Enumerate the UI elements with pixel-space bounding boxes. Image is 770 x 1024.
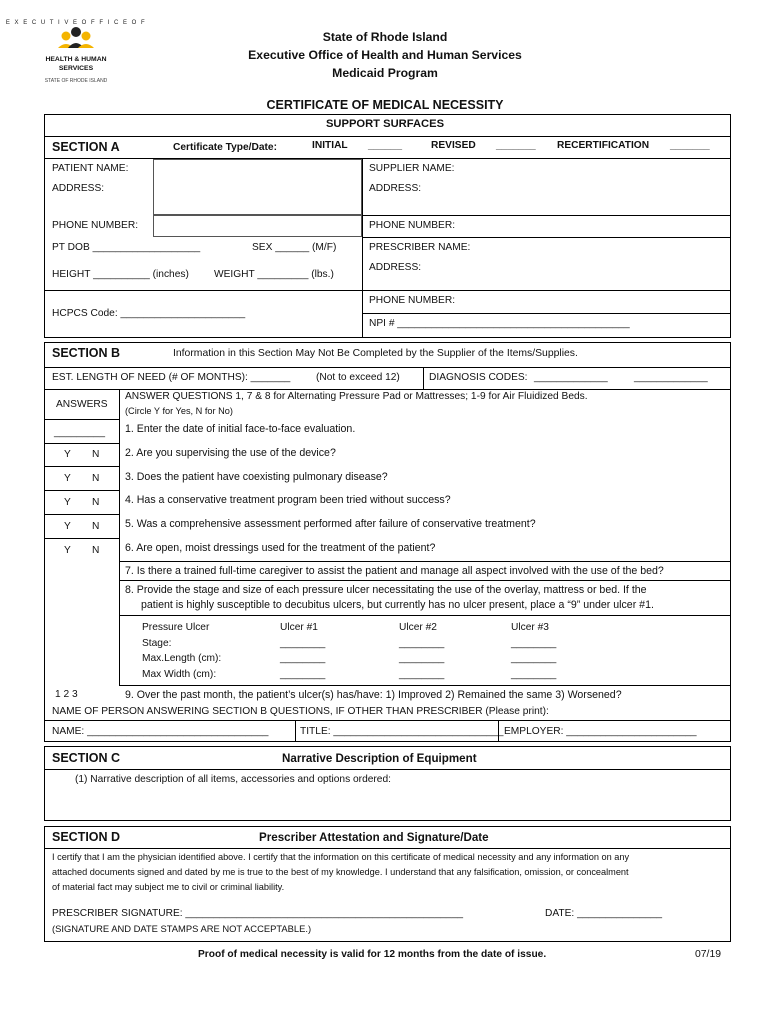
ulcer-label-stage: Stage: [142,637,172,649]
q6-no-option[interactable]: N [92,545,100,556]
stamps-note: (SIGNATURE AND DATE STAMPS ARE NOT ACCEPTABLE.) [52,923,312,934]
q3-yes-option[interactable]: Y [64,473,71,484]
ulcer-1-width-field[interactable]: ________ [280,668,326,680]
section-d-heading: SECTION D [52,830,121,844]
patient-name-address-field[interactable] [153,159,362,215]
logo-name-2: SERVICES [58,65,94,72]
section-d-title: Prescriber Attestation and Signature/Date [259,831,489,844]
recertification-label: RECERTIFICATION [557,140,650,151]
certificate-type-label: Certificate Type/Date: [173,142,277,153]
ulcer-1-header: Ulcer #1 [280,622,318,633]
ulcer-2-stage-field[interactable]: ________ [399,637,445,649]
logo-bottom: STATE OF RHODE ISLAND [44,78,108,84]
question-8-line-2: patient is highly susceptible to decubitus ulcers, but currently has no ulcer present, place a “9” under ulcer #1. [141,599,654,611]
logo-name-1: HEALTH & HUMAN [45,56,107,63]
answers-header: ANSWERS [56,399,108,410]
q1-answer-field[interactable]: _________ [54,427,105,438]
prescriber-address-label: ADDRESS: [369,262,422,273]
ulcer-2-column [399,620,444,682]
q2-no-option[interactable]: N [92,449,100,460]
answerer-name-field[interactable]: NAME: ________________________________ [52,726,269,737]
npi-field[interactable]: NPI # _________________________________________ [369,318,630,329]
header-program: Medicaid Program [332,66,438,80]
patient-sex-field[interactable]: SEX ______ (M/F) [252,242,337,253]
prescriber-signature-field[interactable]: PRESCRIBER SIGNATURE: _________________________________________________ [52,908,464,919]
q4-yes-option[interactable]: Y [64,497,71,508]
circle-instructions: (Circle Y for Yes, N for No) [125,406,233,416]
answerer-title-field[interactable]: TITLE: ______________________________ [300,726,504,737]
recertification-date-field[interactable]: _______ [670,140,710,151]
supplier-phone-label: PHONE NUMBER: [369,220,456,231]
q3-no-option[interactable]: N [92,473,100,484]
ulcer-label-pressure: Pressure Ulcer [142,622,210,633]
question-8-line-1: 8. Provide the stage and size of each pressure ulcer necessitating the use of the overlay, mattress or bed. If the [125,584,647,596]
ulcer-3-width-field[interactable]: ________ [511,668,557,680]
revised-label: REVISED [431,140,476,151]
patient-address-label: ADDRESS: [52,183,105,194]
question-5: 5. Was a comprehensive assessment performed after failure of conservative treatment? [125,518,536,530]
section-c-heading: SECTION C [52,751,121,765]
ulcer-2-length-field[interactable]: ________ [399,653,445,664]
answerer-employer-field[interactable]: EMPLOYER: _______________________ [504,726,697,737]
signature-date-field[interactable]: DATE: _______________ [545,908,663,919]
question-3: 3. Does the patient have coexisting pulmonary disease? [125,471,388,483]
initial-label: INITIAL [312,140,348,151]
ulcer-3-stage-field[interactable]: ________ [511,637,557,649]
patient-phone-field[interactable] [153,215,362,237]
ulcer-3-column [511,620,556,682]
q4-no-option[interactable]: N [92,497,100,508]
svg-text:E X E C U T I V E O F F I C: E X E C U T I V E O F F I C E O F [5,20,147,26]
length-of-need-field[interactable]: EST. LENGTH OF NEED (# OF MONTHS): _______ [52,372,291,383]
q5-no-option[interactable]: N [92,521,100,532]
q2-yes-option[interactable]: Y [64,449,71,460]
ulcer-1-stage-field[interactable]: ________ [280,637,326,649]
ulcer-2-width-field[interactable]: ________ [399,668,445,680]
form-title: CERTIFICATE OF MEDICAL NECESSITY [266,98,504,112]
ulcer-1-length-field[interactable]: ________ [280,653,326,664]
ulcer-label-width: Max Width (cm): [142,668,217,680]
ulcer-label-length: Max.Length (cm): [142,653,222,664]
ulcer-1-column [280,620,325,682]
supplier-address-label: ADDRESS: [369,183,422,194]
diagnosis-codes-label: DIAGNOSIS CODES: [429,372,528,383]
patient-weight-field[interactable]: WEIGHT _________ (lbs.) [214,269,334,280]
section-b-heading: SECTION B [52,346,121,360]
ulcer-2-header: Ulcer #2 [399,622,437,633]
section-c-title: Narrative Description of Equipment [282,752,477,765]
question-4: 4. Has a conservative treatment program been tried without success? [125,494,451,506]
question-2: 2. Are you supervising the use of the device? [125,447,336,459]
answer-instructions: ANSWER QUESTIONS 1, 7 & 8 for Alternating Pressure Pad or Mattresses; 1-9 for Air Fluidized Beds. [125,391,588,402]
section-a-heading: SECTION A [52,140,120,154]
attestation-line-1: I certify that I am the physician identified above. I certify that the information on this certificate of medical necessity and any information on any [52,852,630,862]
diagnosis-code-field-1[interactable]: _____________ [534,372,608,383]
validity-note: Proof of medical necessity is valid for 12 months from the date of issue. [198,949,547,960]
prescriber-phone-label: PHONE NUMBER: [369,295,456,306]
ulcer-3-length-field[interactable]: ________ [511,653,557,664]
patient-dob-field[interactable]: PT DOB ___________________ [52,242,201,253]
supplier-name-label: SUPPLIER NAME: [369,163,455,174]
patient-phone-label: PHONE NUMBER: [52,220,139,231]
hcpcs-code-field[interactable]: HCPCS Code: ______________________ [52,308,246,319]
narrative-description-field[interactable] [48,788,726,818]
attestation-line-2: attached documents signed and dated by me is true to the best of my knowledge. I understand that any falsification, omission, or concealment [52,867,629,877]
prescriber-name-label: PRESCRIBER NAME: [369,242,471,253]
q6-yes-option[interactable]: Y [64,545,71,556]
diagnosis-code-field-2[interactable]: _____________ [634,372,708,383]
ulcer-3-header: Ulcer #3 [511,622,549,633]
attestation-line-3: of material fact may subject me to civil or criminal liability. [52,882,285,892]
form-subtitle: SUPPORT SURFACES [325,118,445,130]
q9-answer-options[interactable]: 1 2 3 [55,689,78,700]
q5-yes-option[interactable]: Y [64,521,71,532]
name-person-label: NAME OF PERSON ANSWERING SECTION B QUESTIONS, IF OTHER THAN PRESCRIBER (Please print): [52,706,549,717]
narrative-description-label: (1) Narrative description of all items, accessories and options ordered: [75,774,391,785]
question-1: 1. Enter the date of initial face-to-face evaluation. [125,423,356,435]
initial-date-field[interactable]: ______ [368,140,402,151]
patient-name-label: PATIENT NAME: [52,163,129,174]
not-exceed-note: (Not to exceed 12) [316,372,400,383]
section-b-note: Information in this Section May Not Be Completed by the Supplier of the Items/Supplies. [173,348,578,359]
header-state: State of Rhode Island [322,30,448,44]
patient-height-field[interactable]: HEIGHT __________ (inches) [52,269,189,280]
header-agency: Executive Office of Health and Human Services [248,48,522,62]
question-9: 9. Over the past month, the patient’s ulcer(s) has/have: 1) Improved 2) Remained the same 3) Worsened? [125,689,622,701]
ulcer-row-labels [142,620,221,682]
question-6: 6. Are open, moist dressings used for the treatment of the patient? [125,542,436,554]
revised-date-field[interactable]: _______ [496,140,536,151]
question-7: 7. Is there a trained full-time caregiver to assist the patient and manage all aspect involved with the use of the bed? [125,565,664,577]
form-version: 07/19 [695,949,722,960]
